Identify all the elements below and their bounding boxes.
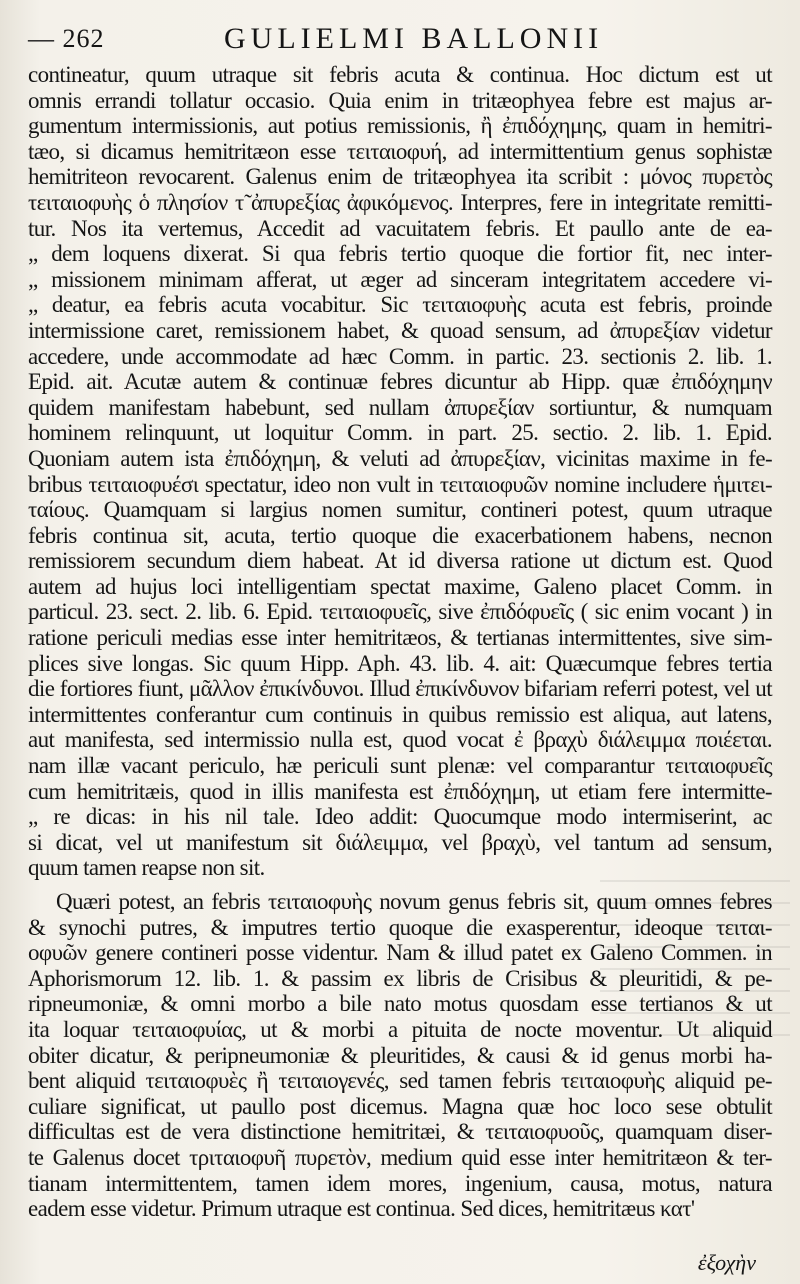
text-line: „ dem loquens dixerat. Si qua febris tertio quoque die fortior fit, nec inter- — [28, 241, 772, 267]
text-line: Quoniam autem ista ἐπιδόχημη, & veluti ad ἀπυρεξίαν, vicinitas maxime in fe- — [28, 445, 772, 471]
text-line: intermissione caret, remissionem habet, & quoad sensum, ad ἀπυρεξίαν videtur — [28, 317, 772, 343]
text-line: bribus τειταιοφυέσι spectatur, ideo non vult in τειταιοφυῶν nomine includere ἡμιτει- — [28, 471, 772, 497]
text-line: „ missionem minimam afferat, ut æger ad sinceram integritatem accedere vi- — [28, 266, 772, 292]
text-line: hemitriteon revocarent. Galenus enim de tritæophyea ita scribit : μόνος πυρετὸς — [28, 164, 772, 190]
text-line: si dicat, vel ut manifestum sit διάλειμμα, vel βραχὺ, vel tantum ad sensum, — [28, 829, 772, 855]
text-line: contineatur, quum utraque sit febris acuta & continua. Hoc dictum est ut — [28, 62, 772, 87]
text-line: plices sive longas. Sic quum Hipp. Aph. 43. lib. 4. ait: Quæcumque febres tertia — [28, 650, 772, 676]
text-line: tæo, si dicamus hemitritæon esse τειταιοφυή, ad intermittentium genus sophistæ — [28, 138, 772, 164]
text-line: die fortiores fiunt, μᾶλλον ἐπικίνδυνοι. Illud ἐπικίνδυνον bifariam referri potest, vel ut — [28, 676, 772, 702]
text-line: tur. Nos ita vertemus, Accedit ad vacuitatem febris. Et paullo ante de ea- — [28, 215, 772, 241]
text-line: hominem relinquunt, ut loquitur Comm. in part. 25. sectio. 2. lib. 1. Epid. — [28, 420, 772, 446]
paragraph — [28, 62, 772, 881]
text-line: cum hemitritæis, quod in illis manifesta est ἐπιδόχημη, ut etiam fere intermitte- — [28, 778, 772, 804]
page-header — [28, 16, 768, 56]
text-line: te Galenus docet τριταιοφυῆ πυρετὸν, medium quid esse inter hemitritæon & ter- — [28, 1144, 772, 1170]
text-line: difficultas est de vera distinctione hemitritæi, & τειταιοφυοῦς, quamquam diser- — [28, 1119, 772, 1145]
text-line: culiare significat, ut paullo post dicemus. Magna quæ hoc loco sese obtulit — [28, 1093, 772, 1119]
text-line: Aphorismorum 12. lib. 1. & passim ex libris de Crisibus & pleuritidi, & pe- — [28, 965, 772, 991]
text-line: omnis errandi tollatur occasio. Quia enim in tritæophyea febre est majus ar- — [28, 87, 772, 113]
text-line: remissiorem secundum diem habeat. At id diversa ratione ut dictum est. Quod — [28, 548, 772, 574]
text-line: ita loquar τειταιοφυίας, ut & morbi a pituita de nocte moventur. Ut aliquid — [28, 1016, 772, 1042]
text-line: ratione periculi medias esse inter hemitritæos, & tertianas intermittentes, sive sim- — [28, 625, 772, 651]
text-line: aut manifesta, sed intermissio nulla est, quod vocat ἐ βραχὺ διάλειμμα ποιέεται. — [28, 727, 772, 753]
text-line: quum tamen reapse non sit. — [28, 855, 265, 881]
text-line: quidem manifestam habebunt, sed nullam ἀπυρεξίαν sortiuntur, & numquam — [28, 394, 772, 420]
text-line: bent aliquid τειταιοφυὲς ἢ τειταιογενές, sed tamen febris τειταιοφυὴς aliquid pe- — [28, 1068, 772, 1094]
text-line: intermittentes conferantur cum continuis in quibus remissio est aliqua, aut latens, — [28, 701, 772, 727]
text-line: febris continua sit, acuta, tertio quoque die exacerbationem habens, necnon — [28, 522, 772, 548]
paragraph-gap — [28, 881, 772, 889]
body-text — [28, 62, 772, 1222]
text-line: tianam intermittentem, tamen idem mores, ingenium, causa, motus, natura — [28, 1170, 772, 1196]
text-line: accedere, unde accommodate ad hæc Comm. in partic. 23. sectionis 2. lib. 1. — [28, 343, 772, 369]
text-line: autem ad hujus loci intelligentiam spectat maxime, Galeno placet Comm. in — [28, 573, 772, 599]
paragraph — [28, 889, 772, 1222]
text-line: & synochi putres, & imputres tertio quoque die exasperentur, ideoque τειται- — [28, 914, 772, 940]
text-line: nam illæ vacant periculo, hæ periculi sunt plenæ: vel comparantur τειταιοφυεῖς — [28, 753, 772, 779]
text-line: ripneumoniæ, & omni morbo a bile nato motus quosdam esse tertianos & ut — [28, 991, 772, 1017]
text-line: „ re dicas: in his nil tale. Ideo addit: Quocumque modo intermiserint, ac — [28, 804, 772, 830]
text-line: eadem esse videtur. Primum utraque est continua. Sed dices, hemitritæus κατ' — [28, 1196, 695, 1222]
text-line: Epid. ait. Acutæ autem & continuæ febres dicuntur ab Hipp. quæ ἐπιδόχημην — [28, 369, 772, 395]
text-line: ταίους. Quamquam si largius nomen sumitur, contineri potest, quum utraque — [28, 497, 772, 523]
text-line: gumentum intermissionis, aut potius remissionis, ἢ ἐπιδόχημης, quam in hemitri- — [28, 113, 772, 139]
text-line: particul. 23. sect. 2. lib. 6. Epid. τειταιοφυεῖς, sive ἐπιδόφυεῖς ( sic enim vocant ) in — [28, 599, 772, 625]
text-line: obiter dicatur, & peripneumoniæ & pleuritides, & causi & id genus morbi ha- — [28, 1042, 772, 1068]
text-line: τειταιοφυὴς ὁ πλησίον τ̃ ἀπυρεξίας ἀφικόμενος. Interpres, fere in integritate remitti- — [28, 189, 772, 215]
page-number: — 262 — [28, 24, 105, 53]
running-head: GULIELMI BALLONII — [224, 22, 604, 55]
catchword: ἐξοχὴν — [697, 1250, 756, 1275]
text-line: „ deatur, ea febris acuta vocabitur. Sic τειταιοφυὴς acuta est febris, proinde — [28, 292, 772, 318]
text-line: οφυῶν genere contineri posse videntur. Nam & illud patet ex Galeno Commen. in — [28, 940, 772, 966]
text-line: Quæri potest, an febris τειταιοφυὴς novum genus febris sit, quum omnes febres — [56, 889, 772, 914]
